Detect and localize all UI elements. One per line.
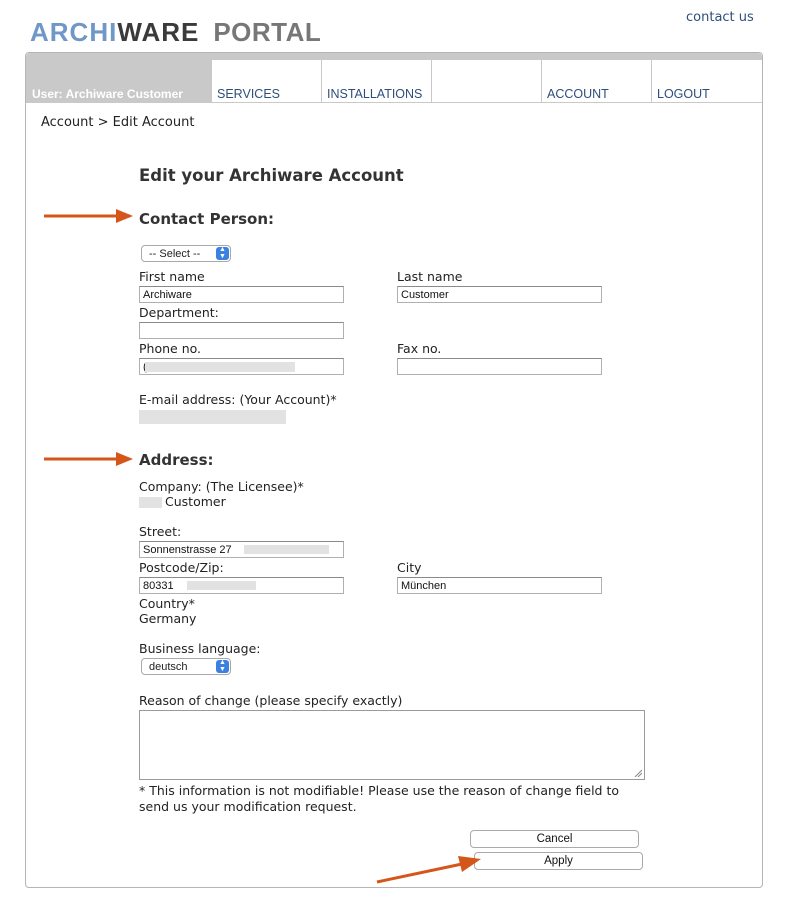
last-name-label: Last name [397, 269, 463, 284]
resize-grip-icon[interactable] [634, 769, 642, 777]
salutation-select-value: -- Select -- [149, 248, 201, 260]
nav-item-account[interactable] [541, 60, 652, 103]
nav-top-bar [26, 53, 762, 60]
country-value: Germany [139, 611, 197, 626]
apply-button[interactable]: Apply [474, 852, 643, 870]
redacted-email [139, 410, 286, 424]
reason-label: Reason of change (please specify exactly) [139, 693, 403, 708]
fax-input[interactable] [397, 358, 602, 375]
annotation-arrow-address [44, 452, 134, 466]
salutation-select[interactable] [141, 245, 231, 262]
nav-item-logout[interactable] [651, 60, 762, 103]
breadcrumb: Account > Edit Account [41, 115, 195, 130]
annotation-arrow-contact [44, 209, 134, 223]
redacted-phone [145, 362, 295, 372]
redacted-postcode [187, 581, 256, 590]
user-cell [26, 60, 211, 103]
country-label: Country* [139, 596, 195, 611]
logo-archi: ARCHI [30, 17, 118, 47]
last-name-input[interactable] [397, 286, 602, 303]
nav-item-services[interactable] [211, 60, 322, 103]
logo-portal: PORTAL [213, 17, 322, 47]
address-heading: Address: [139, 451, 214, 469]
phone-label: Phone no. [139, 341, 202, 356]
nav-label-installations: INSTALLATIONS [327, 87, 423, 101]
fax-label: Fax no. [397, 341, 442, 356]
company-label: Company: (The Licensee)* [139, 479, 304, 494]
nav-item-empty [431, 60, 542, 103]
logo-ware: WARE [117, 17, 200, 47]
department-label: Department: [139, 305, 219, 320]
nav-divider [26, 102, 762, 103]
page-title: Edit your Archiware Account [139, 166, 404, 185]
archiware-logo [30, 17, 321, 48]
business-language-select[interactable] [141, 658, 231, 675]
company-value: Customer [165, 494, 226, 509]
nav-label-services: SERVICES [217, 87, 280, 101]
nav-item-installations[interactable] [321, 60, 432, 103]
cancel-button[interactable]: Cancel [470, 830, 639, 848]
business-language-label: Business language: [139, 641, 261, 656]
postcode-label: Postcode/Zip: [139, 560, 224, 575]
business-language-value: deutsch [149, 661, 188, 673]
reason-textarea[interactable] [139, 710, 645, 780]
nav-label-account: ACCOUNT [547, 87, 609, 101]
first-name-label: First name [139, 269, 205, 284]
select-updown-icon: ▲ ▼ [216, 247, 229, 260]
modification-note: * This information is not modifiable! Please use the reason of change field to send us your modification request. [139, 783, 619, 814]
department-input[interactable] [139, 322, 344, 339]
contact-us-link[interactable]: contact us [686, 10, 754, 25]
redacted-company [139, 497, 162, 508]
annotation-arrow-apply [376, 855, 486, 885]
first-name-input[interactable] [139, 286, 344, 303]
contact-person-heading: Contact Person: [139, 210, 275, 228]
select-updown-icon: ▲ ▼ [216, 660, 229, 673]
nav-label-logout: LOGOUT [657, 87, 710, 101]
email-label: E-mail address: (Your Account)* [139, 392, 337, 407]
street-label: Street: [139, 524, 182, 539]
city-input[interactable] [397, 577, 602, 594]
redacted-street [244, 545, 329, 554]
city-label: City [397, 560, 422, 575]
user-label: User: Archiware Customer [32, 87, 183, 101]
